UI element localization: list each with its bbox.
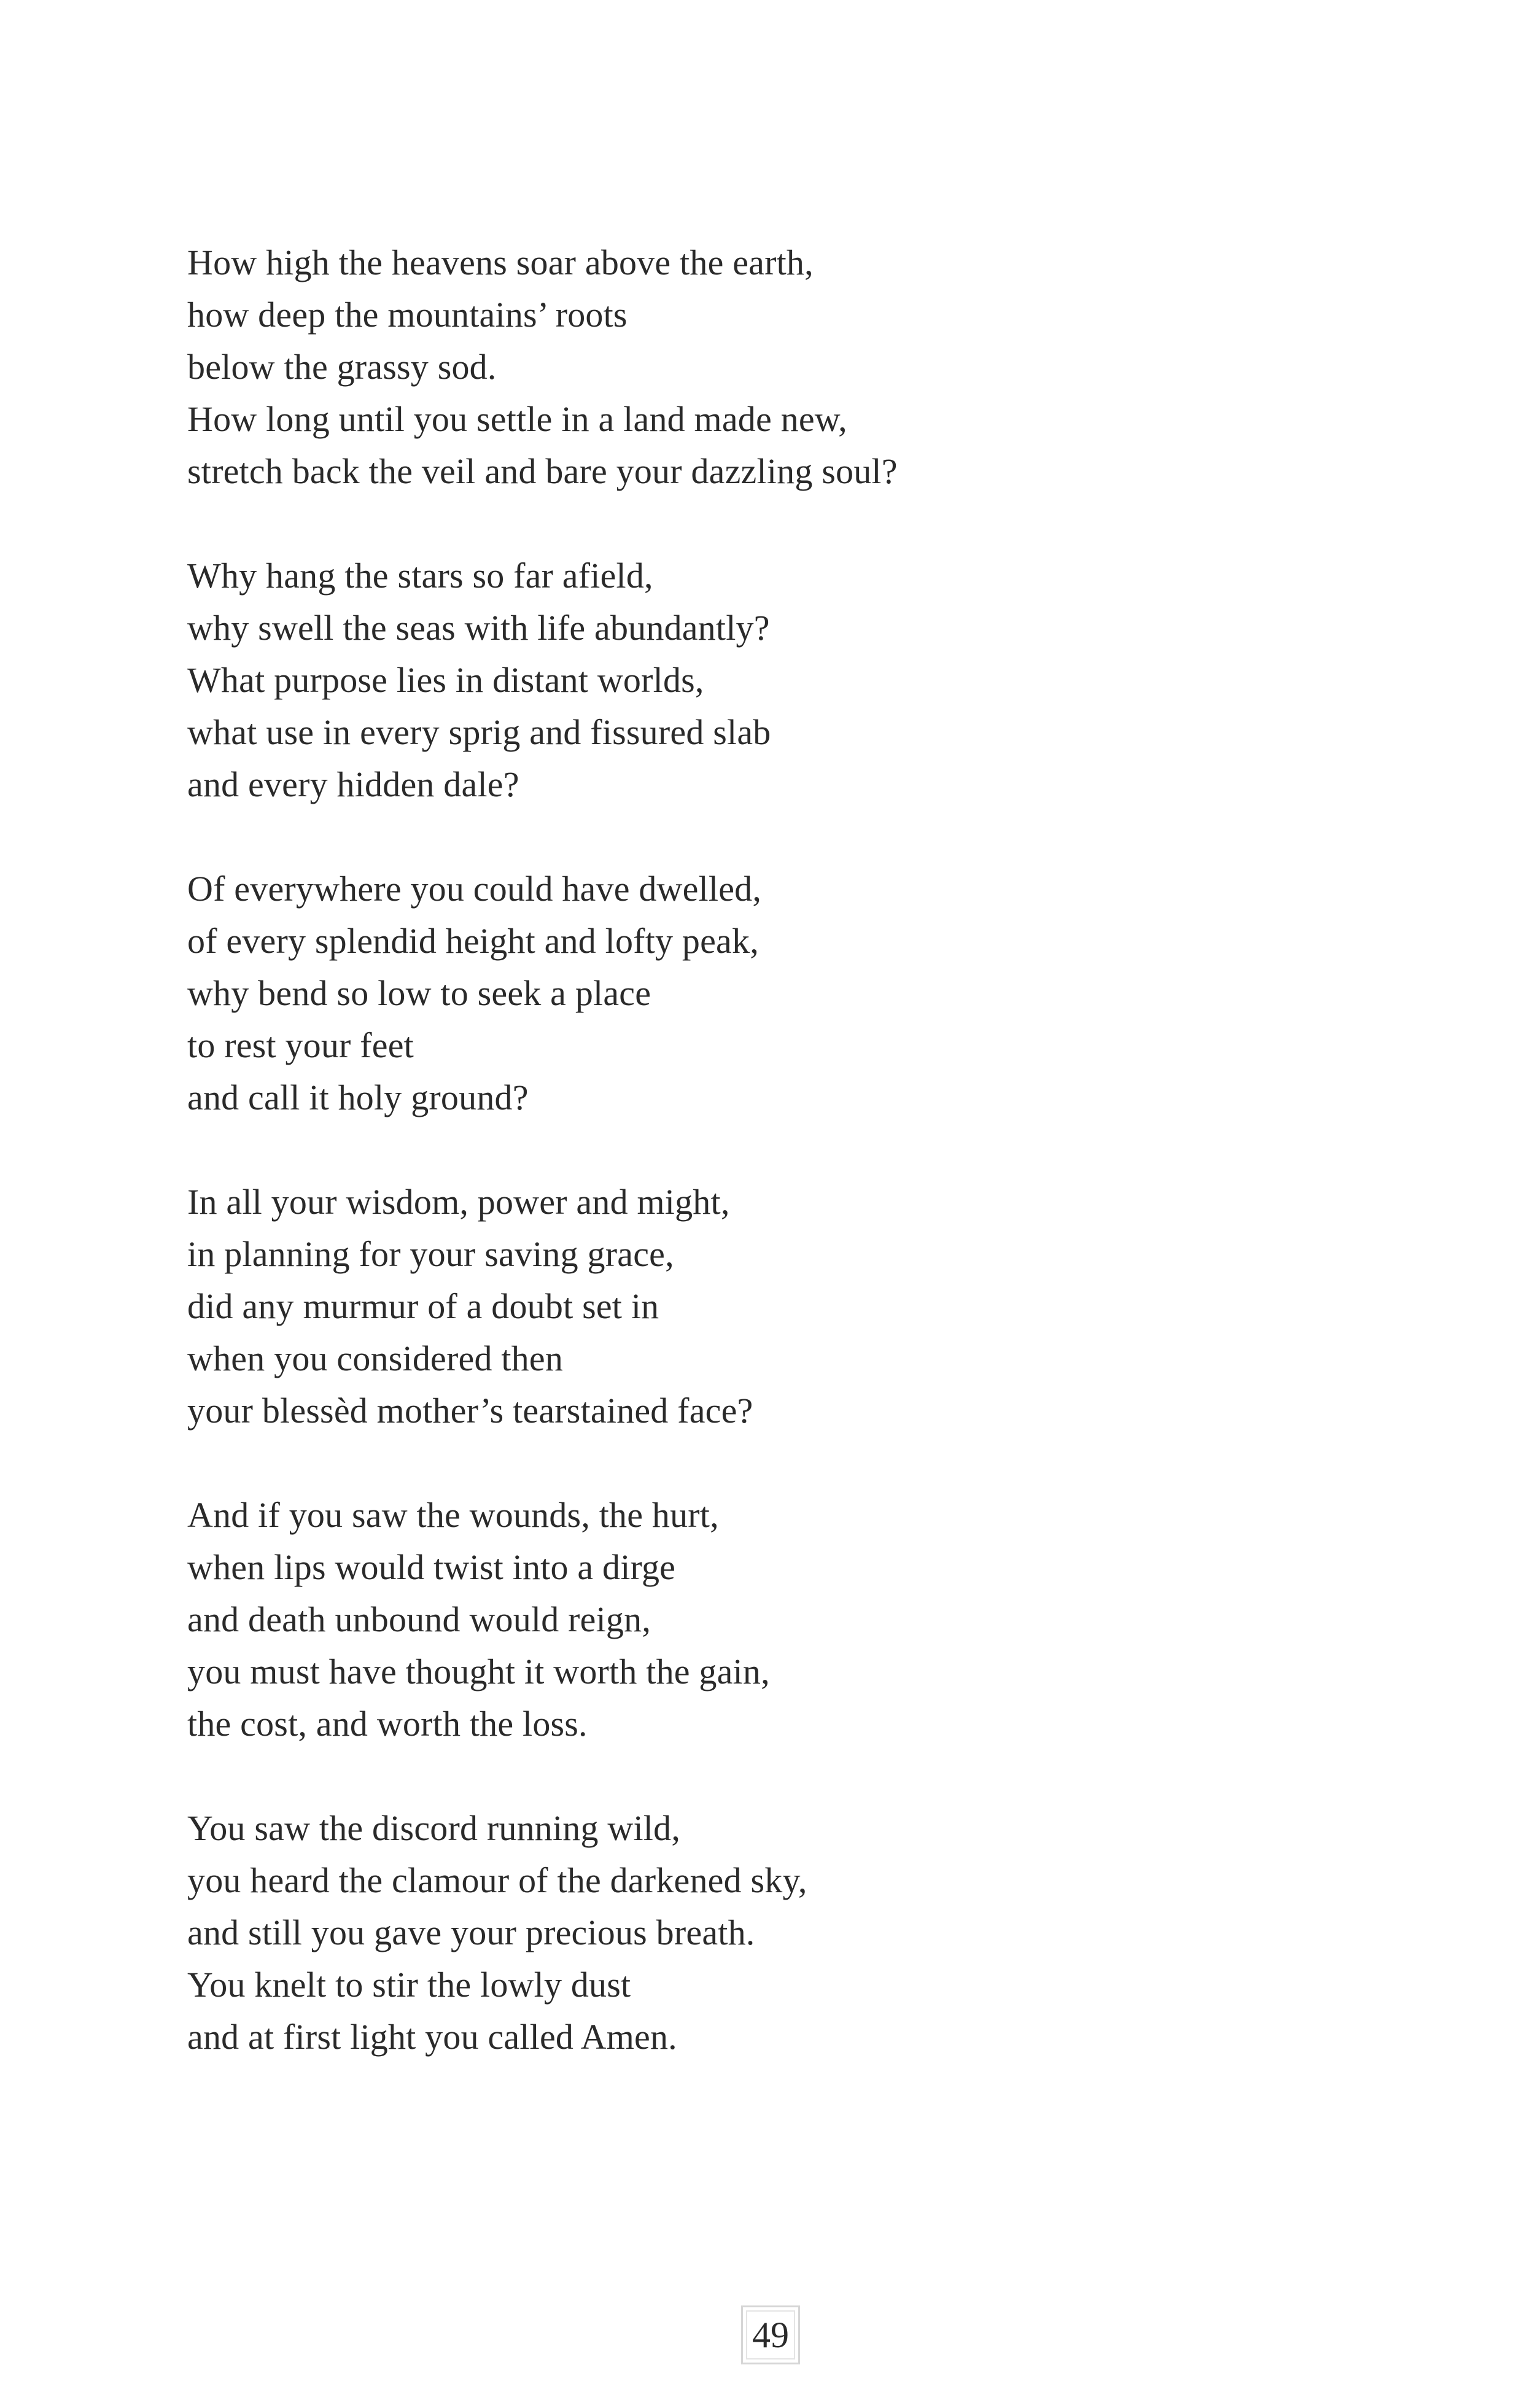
poem-line: you must have thought it worth the gain,: [187, 1652, 770, 1691]
poem-line: How high the heavens soar above the earth,: [187, 243, 814, 282]
poem-line: You knelt to stir the lowly dust: [187, 1965, 631, 2005]
poem-line: when you considered then: [187, 1338, 564, 1378]
poem-line: You saw the discord running wild,: [187, 1808, 681, 1848]
stanza-3: [187, 863, 1354, 1124]
poem-line: to rest your feet: [187, 1025, 414, 1065]
poem-line: why swell the seas with life abundantly?: [187, 608, 770, 648]
poem-line: what use in every sprig and fissured slab: [187, 712, 771, 752]
poem-line: of every splendid height and lofty peak,: [187, 921, 759, 961]
poem-line: you heard the clamour of the darkened sky,: [187, 1860, 807, 1900]
poem-line: How long until you settle in a land made new,: [187, 399, 847, 439]
poem-line: did any murmur of a doubt set in: [187, 1286, 659, 1326]
poem-line: And if you saw the wounds, the hurt,: [187, 1495, 719, 1535]
page-number: 49: [752, 2315, 789, 2355]
poem-line: and call it holy ground?: [187, 1078, 529, 1117]
poem-line: and death unbound would reign,: [187, 1599, 651, 1639]
poem-line: in planning for your saving grace,: [187, 1234, 674, 1274]
stanza-4: [187, 1176, 1354, 1437]
poem-line: the cost, and worth the loss.: [187, 1704, 588, 1744]
poem-line: stretch back the veil and bare your dazzling soul?: [187, 451, 898, 491]
stanza-6: [187, 1802, 1354, 2063]
stanza-2: [187, 550, 1354, 810]
poem-line: and every hidden dale?: [187, 764, 519, 804]
poem-line: What purpose lies in distant worlds,: [187, 660, 704, 700]
poem-line: and still you gave your precious breath.: [187, 1913, 755, 1952]
poem-line: when lips would twist into a dirge: [187, 1547, 676, 1587]
poem-line: your blessèd mother’s tearstained face?: [187, 1391, 753, 1431]
poem-line: and at first light you called Amen.: [187, 2017, 677, 2057]
poem-line: why bend so low to seek a place: [187, 973, 651, 1013]
poem-line: Why hang the stars so far afield,: [187, 556, 653, 596]
poem: [187, 236, 1354, 2115]
poem-line: In all your wisdom, power and might,: [187, 1182, 730, 1222]
poem-line: Of everywhere you could have dwelled,: [187, 869, 762, 909]
poem-line: how deep the mountains’ roots: [187, 295, 628, 335]
stanza-5: [187, 1489, 1354, 1750]
poem-line: below the grassy sod.: [187, 347, 497, 387]
stanza-1: [187, 236, 1354, 497]
page-number-frame: [741, 2305, 800, 2364]
